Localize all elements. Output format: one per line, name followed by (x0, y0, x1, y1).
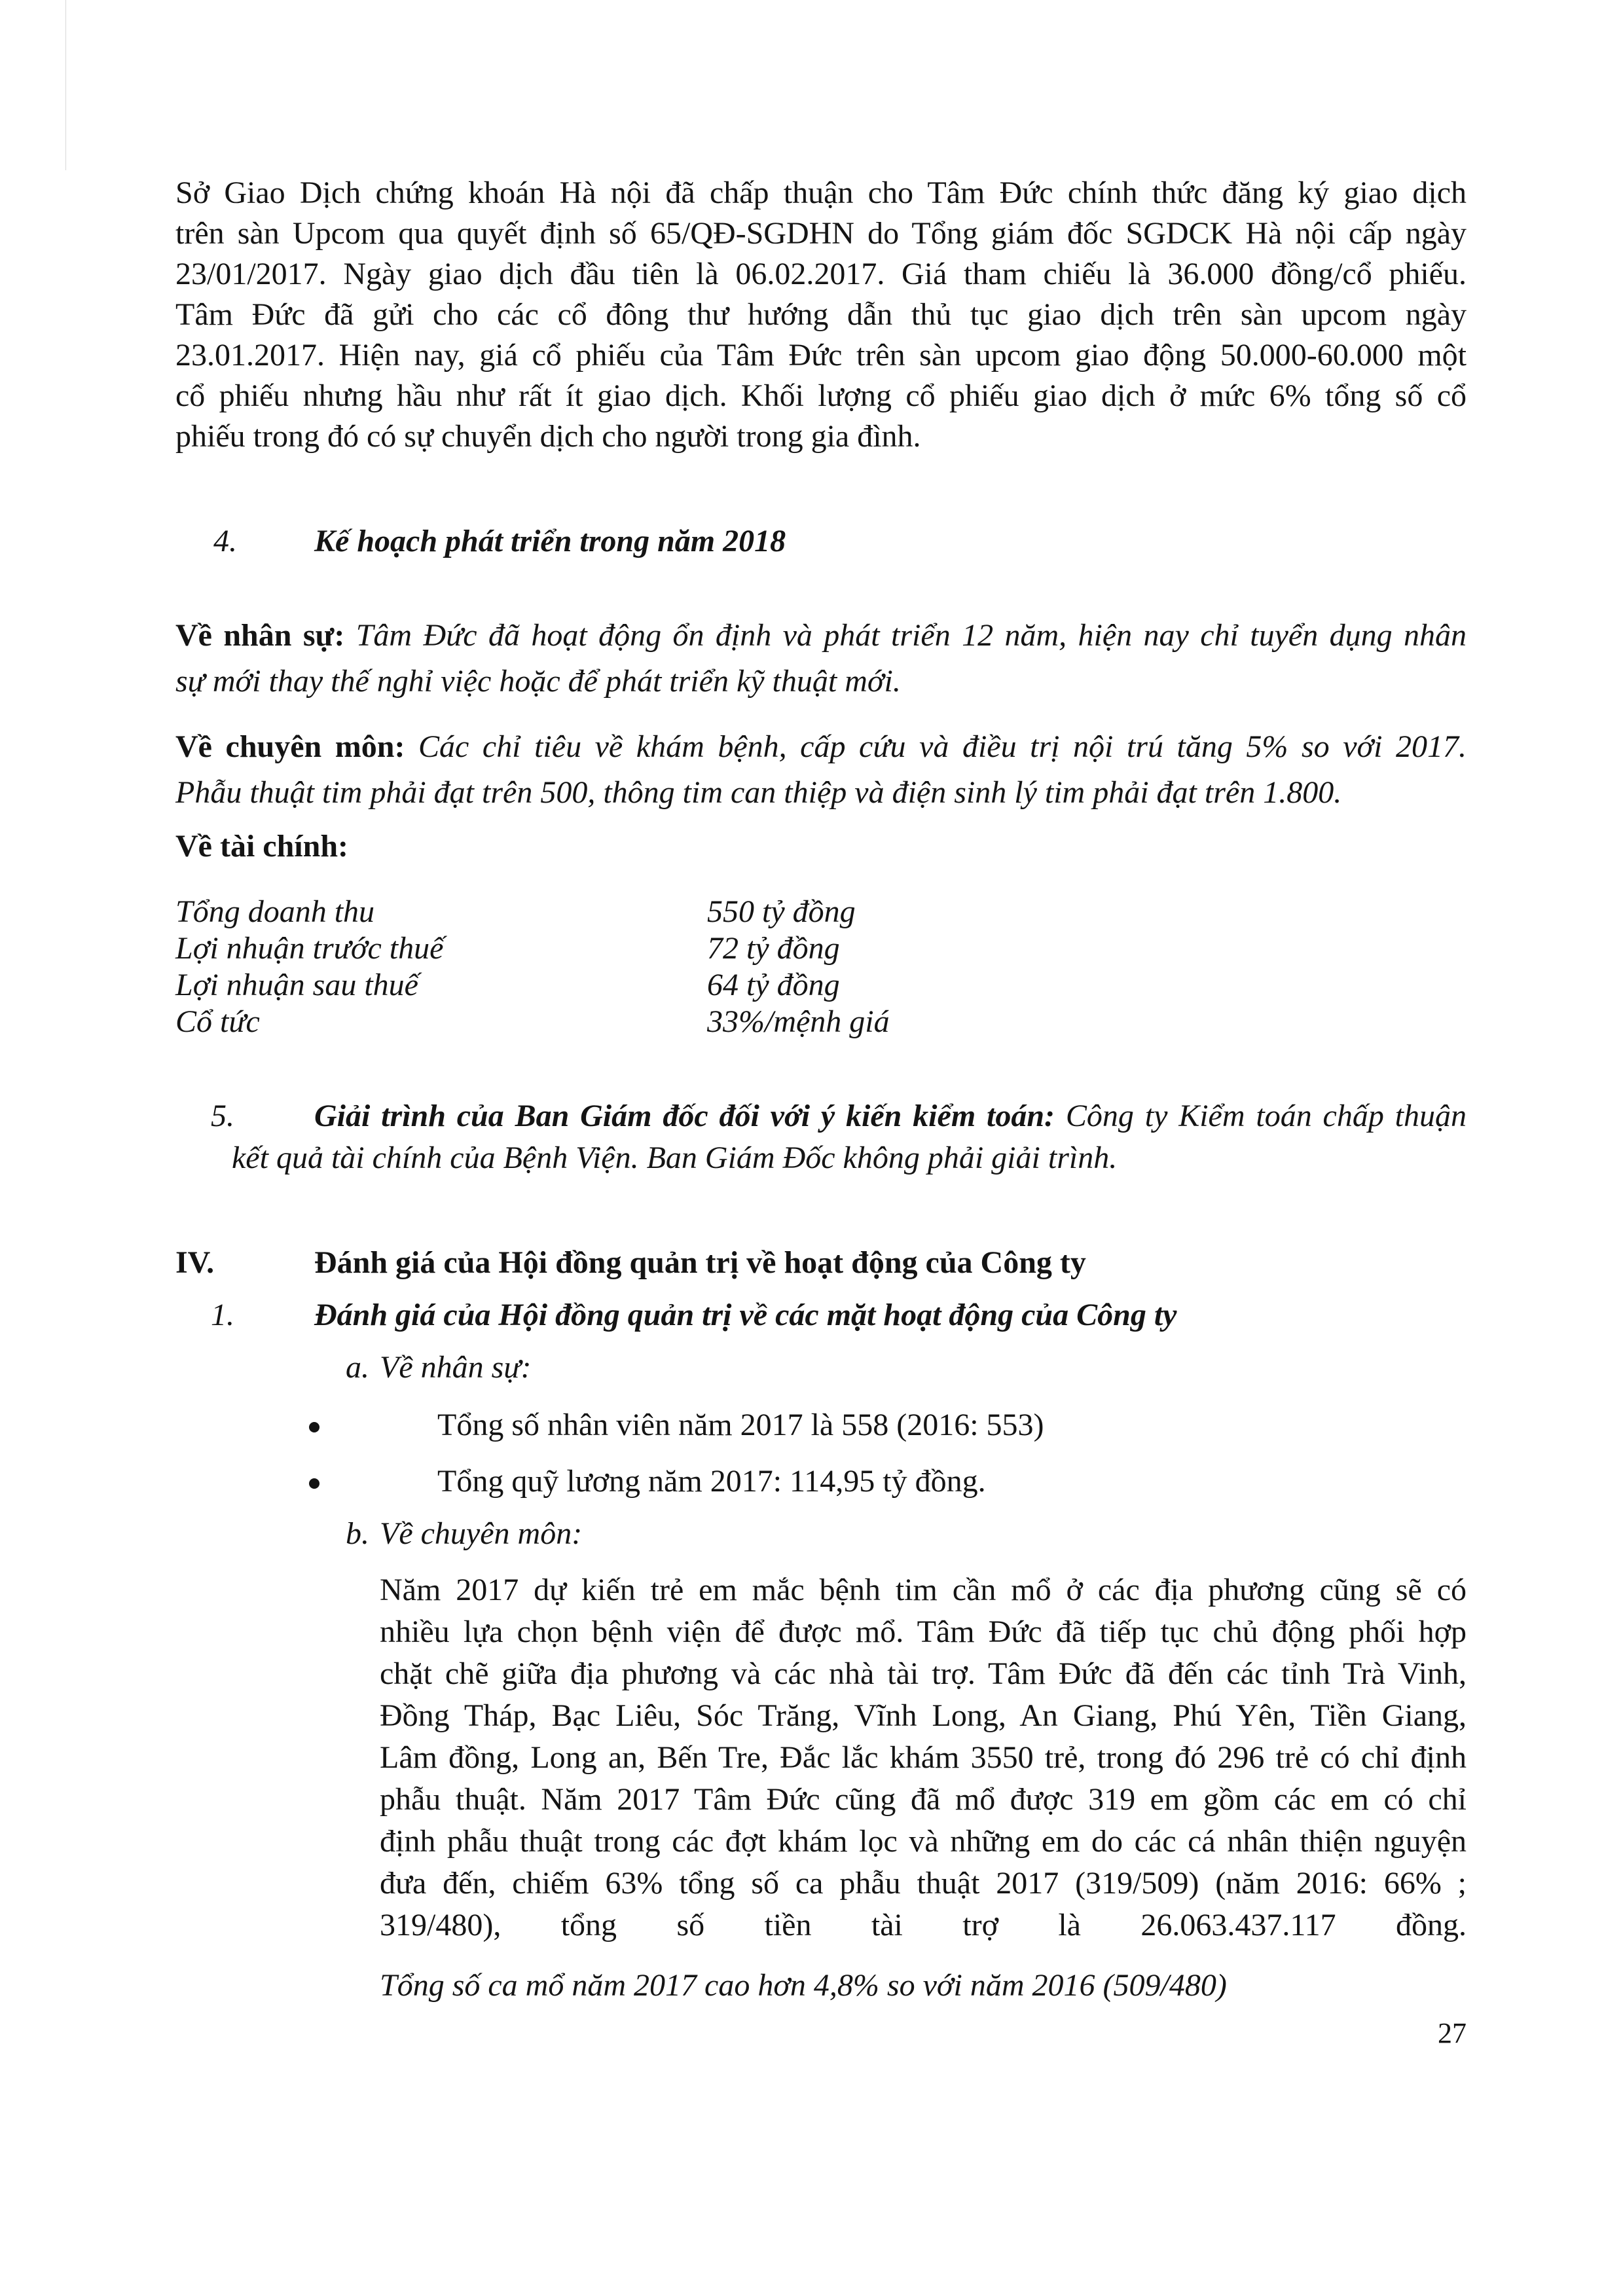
expertise-plan-line (175, 727, 1467, 767)
item-b-label: b. (346, 1516, 369, 1551)
finance-item: Lợi nhuận trước thuế (175, 931, 444, 966)
section-5-title: Giải trình của Ban Giám đốc đối với ý kiến kiểm toán: (314, 1099, 1055, 1133)
item-a-title: Về nhân sự: (380, 1350, 532, 1385)
personnel-plan-text-cont: sự mới thay thế nghỉ việc hoặc để phát triển kỹ thuật mới. (175, 664, 901, 699)
item-a-label: a. (346, 1350, 369, 1385)
intro-line: 23/01/2017. Ngày giao dịch đầu tiên là 06.02.2017. Giá tham chiếu là 36.000 đồng/cổ phiếu. (175, 257, 1467, 291)
subsection-1-number: 1. (211, 1298, 234, 1332)
section-5-number: 5. (211, 1099, 234, 1133)
intro-line: trên sàn Upcom qua quyết định số 65/QĐ-SGDHN do Tổng giám đốc SGDCK Hà nội cấp ngày (175, 216, 1467, 251)
intro-line: Sở Giao Dịch chứng khoán Hà nội đã chấp thuận cho Tâm Đức chính thức đăng ký giao dịch (175, 175, 1467, 210)
expertise-plan-text-cont: Phẫu thuật tim phải đạt trên 500, thông tim can thiệp và điện sinh lý tim phải đạt trên 1.800. (175, 775, 1342, 810)
expertise-plan-label: Về chuyên môn: (175, 729, 405, 764)
finance-value: 33%/mệnh giá (707, 1004, 890, 1039)
item-b-line: Năm 2017 dự kiến trẻ em mắc bệnh tim cần mổ ở các địa phương cũng sẽ có (380, 1573, 1467, 1607)
intro-line: phiếu trong đó có sự chuyển dịch cho người trong gia đình. (175, 419, 921, 454)
bullet-icon (309, 1422, 319, 1432)
item-b-line: định phẫu thuật trong các đợt khám lọc và những em do các cá nhân thiện nguyện (380, 1824, 1467, 1859)
finance-plan-label: Về tài chính: (175, 829, 348, 864)
section-IV-number: IV. (175, 1245, 215, 1280)
finance-value: 550 tỷ đồng (707, 894, 856, 929)
bullet-text: Tổng số nhân viên năm 2017 là 558 (2016: 553) (437, 1408, 1044, 1442)
section-4-title: Kế hoạch phát triển trong năm 2018 (314, 524, 786, 558)
section-5-line (314, 1096, 1467, 1137)
item-b-line: Lâm đồng, Long an, Bến Tre, Đắc lắc khám 3550 trẻ, trong đó 296 trẻ có chỉ định (380, 1740, 1467, 1775)
section-IV-title: Đánh giá của Hội đồng quản trị về hoạt động của Công ty (314, 1245, 1086, 1280)
finance-value: 64 tỷ đồng (707, 968, 840, 1002)
personnel-plan-text: Tâm Đức đã hoạt động ổn định và phát triển 12 năm, hiện nay chỉ tuyển dụng nhân (356, 618, 1467, 653)
personnel-plan-label: Về nhân sự: (175, 618, 345, 653)
personnel-plan-line (175, 615, 1467, 656)
item-b-line: Đồng Tháp, Bạc Liêu, Sóc Trăng, Vĩnh Long, An Giang, Phú Yên, Tiền Giang, (380, 1698, 1467, 1733)
section-4-number: 4. (213, 524, 237, 558)
item-b-line: phẫu thuật. Năm 2017 Tâm Đức cũng đã mổ được 319 em gồm các em có chỉ (380, 1782, 1467, 1817)
item-b-line: chặt chẽ giữa địa phương và các nhà tài trợ. Tâm Đức đã đến các tỉnh Trà Vinh, (380, 1656, 1467, 1691)
bullet-text: Tổng quỹ lương năm 2017: 114,95 tỷ đồng. (437, 1464, 986, 1499)
item-b-line: đưa đến, chiếm 63% tổng số ca phẫu thuật 2017 (319/509) (năm 2016: 66% ; (380, 1866, 1467, 1901)
expertise-plan-text: Các chỉ tiêu về khám bệnh, cấp cứu và điều trị nội trú tăng 5% so với 2017. (418, 729, 1467, 764)
section-5-text: Công ty Kiểm toán chấp thuận (1065, 1099, 1467, 1133)
finance-item: Lợi nhuận sau thuế (175, 968, 418, 1002)
intro-line: cổ phiếu nhưng hầu như rất ít giao dịch. Khối lượng cổ phiếu giao dịch ở mức 6% tổng số cổ (175, 378, 1467, 413)
finance-item: Tổng doanh thu (175, 894, 375, 929)
finance-value: 72 tỷ đồng (707, 931, 840, 966)
finance-item: Cổ tức (175, 1004, 260, 1039)
section-5-text-cont: kết quả tài chính của Bệnh Viện. Ban Giám Đốc không phải giải trình. (232, 1140, 1118, 1175)
surgery-summary: Tổng số ca mổ năm 2017 cao hơn 4,8% so với năm 2016 (509/480) (380, 1968, 1227, 2003)
page-number: 27 (1438, 2017, 1467, 2049)
intro-line: 23.01.2017. Hiện nay, giá cổ phiếu của Tâm Đức trên sàn upcom giao động 50.000-60.000 một (175, 338, 1467, 373)
item-b-line: 319/480), tổng số tiền tài trợ là 26.063.437.117 đồng. (380, 1908, 1467, 1942)
bullet-icon (309, 1478, 319, 1489)
subsection-1-title: Đánh giá của Hội đồng quản trị về các mặt hoạt động của Công ty (314, 1298, 1177, 1332)
scan-edge-artifact (65, 0, 66, 170)
item-b-title: Về chuyên môn: (380, 1516, 583, 1551)
intro-line: Tâm Đức đã gửi cho các cổ đông thư hướng dẫn thủ tục giao dịch trên sàn upcom ngày (175, 297, 1467, 332)
item-b-line: nhiều lựa chọn bệnh viện để được mổ. Tâm Đức đã tiếp tục chủ động phối hợp (380, 1614, 1467, 1649)
